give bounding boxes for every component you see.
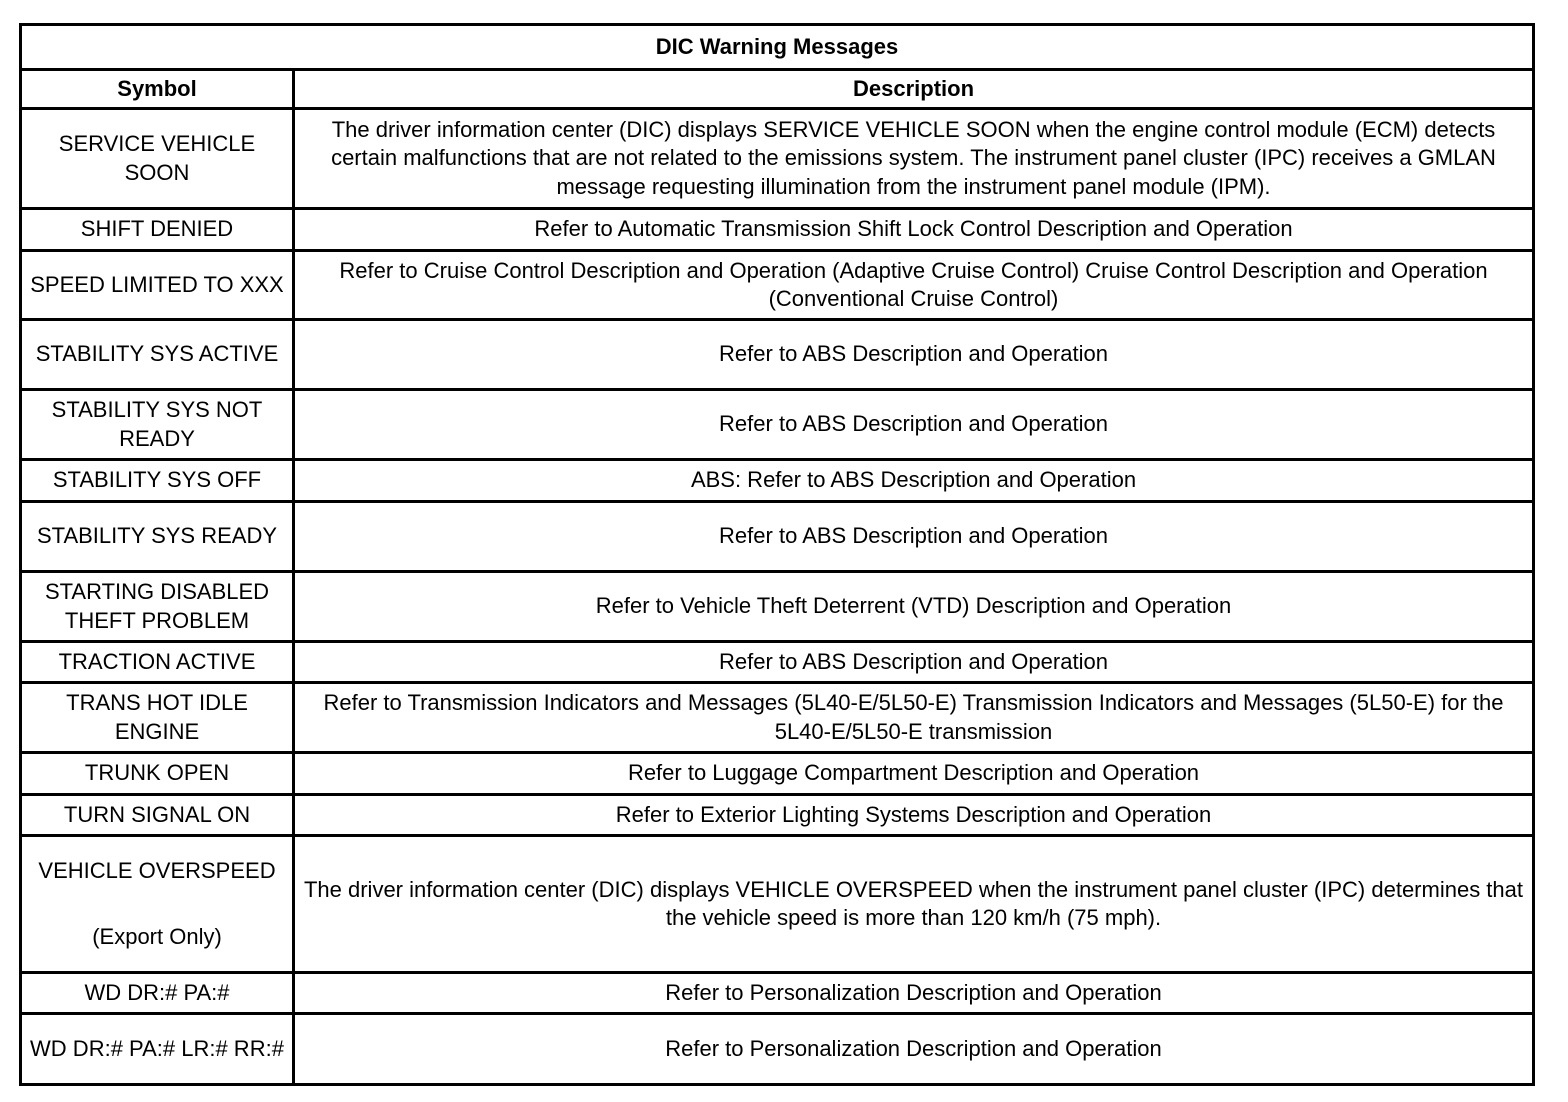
symbol-cell: TRUNK OPEN [21, 753, 294, 795]
description-cell: Refer to Personalization Description and Operation [294, 973, 1534, 1014]
table-row [21, 973, 1534, 1014]
table-title: DIC Warning Messages [21, 25, 1534, 70]
table-row [21, 836, 1534, 973]
table-header-row [21, 70, 1534, 109]
table-row [21, 1014, 1534, 1085]
table-row [21, 320, 1534, 390]
table-row [21, 753, 1534, 795]
symbol-cell: STABILITY SYS READY [21, 502, 294, 572]
description-cell: Refer to Cruise Control Description and Operation (Adaptive Cruise Control) Cruise Control Description and Operation (Conventional Cruise Control) [294, 251, 1534, 320]
description-cell: Refer to Automatic Transmission Shift Lock Control Description and Operation [294, 209, 1534, 251]
description-cell: Refer to ABS Description and Operation [294, 320, 1534, 390]
table-row [21, 460, 1534, 502]
table-row [21, 251, 1534, 320]
description-cell: Refer to Personalization Description and Operation [294, 1014, 1534, 1085]
symbol-cell: STABILITY SYS ACTIVE [21, 320, 294, 390]
description-cell: Refer to ABS Description and Operation [294, 502, 1534, 572]
table-row [21, 209, 1534, 251]
symbol-note: (Export Only) [92, 924, 222, 949]
symbol-cell: WD DR:# PA:# [21, 973, 294, 1014]
symbol-text: VEHICLE OVERSPEED [38, 857, 276, 883]
symbol-cell: SHIFT DENIED [21, 209, 294, 251]
symbol-cell: STARTING DISABLED THEFT PROBLEM [21, 572, 294, 642]
symbol-cell: WD DR:# PA:# LR:# RR:# [21, 1014, 294, 1085]
description-column-header: Description [294, 70, 1534, 109]
description-cell: Refer to Exterior Lighting Systems Description and Operation [294, 795, 1534, 836]
table-row [21, 795, 1534, 836]
table-row [21, 642, 1534, 683]
symbol-column-header: Symbol [21, 70, 294, 109]
symbol-cell: SPEED LIMITED TO XXX [21, 251, 294, 320]
table-row [21, 683, 1534, 753]
description-cell: The driver information center (DIC) displays VEHICLE OVERSPEED when the instrument panel cluster (IPC) determines that the vehicle speed is more than 120 km/h (75 mph). [294, 836, 1534, 973]
symbol-cell: STABILITY SYS NOT READY [21, 390, 294, 460]
symbol-cell [21, 836, 294, 973]
description-cell: Refer to Luggage Compartment Description and Operation [294, 753, 1534, 795]
symbol-cell: TURN SIGNAL ON [21, 795, 294, 836]
symbol-cell: TRANS HOT IDLE ENGINE [21, 683, 294, 753]
table-row [21, 572, 1534, 642]
symbol-cell: STABILITY SYS OFF [21, 460, 294, 502]
description-cell: ABS: Refer to ABS Description and Operation [294, 460, 1534, 502]
description-cell: Refer to Vehicle Theft Deterrent (VTD) Description and Operation [294, 572, 1534, 642]
description-cell: Refer to ABS Description and Operation [294, 642, 1534, 683]
description-cell: Refer to Transmission Indicators and Messages (5L40-E/5L50-E) Transmission Indicators and Messages (5L50-E) for the 5L40-E/5L50-E transmission [294, 683, 1534, 753]
table-row [21, 502, 1534, 572]
table-title-row [21, 25, 1534, 70]
symbol-cell: TRACTION ACTIVE [21, 642, 294, 683]
symbol-cell: SERVICE VEHICLE SOON [21, 109, 294, 209]
table-row [21, 109, 1534, 209]
description-cell: Refer to ABS Description and Operation [294, 390, 1534, 460]
table-row [21, 390, 1534, 460]
description-cell: The driver information center (DIC) displays SERVICE VEHICLE SOON when the engine control module (ECM) detects certain malfunctions that are not related to the emissions system. The instrument panel cluster (IPC) receives a GMLAN message requesting illumination from the instrument panel module (IPM). [294, 109, 1534, 209]
dic-warning-messages-table [19, 23, 1535, 1086]
